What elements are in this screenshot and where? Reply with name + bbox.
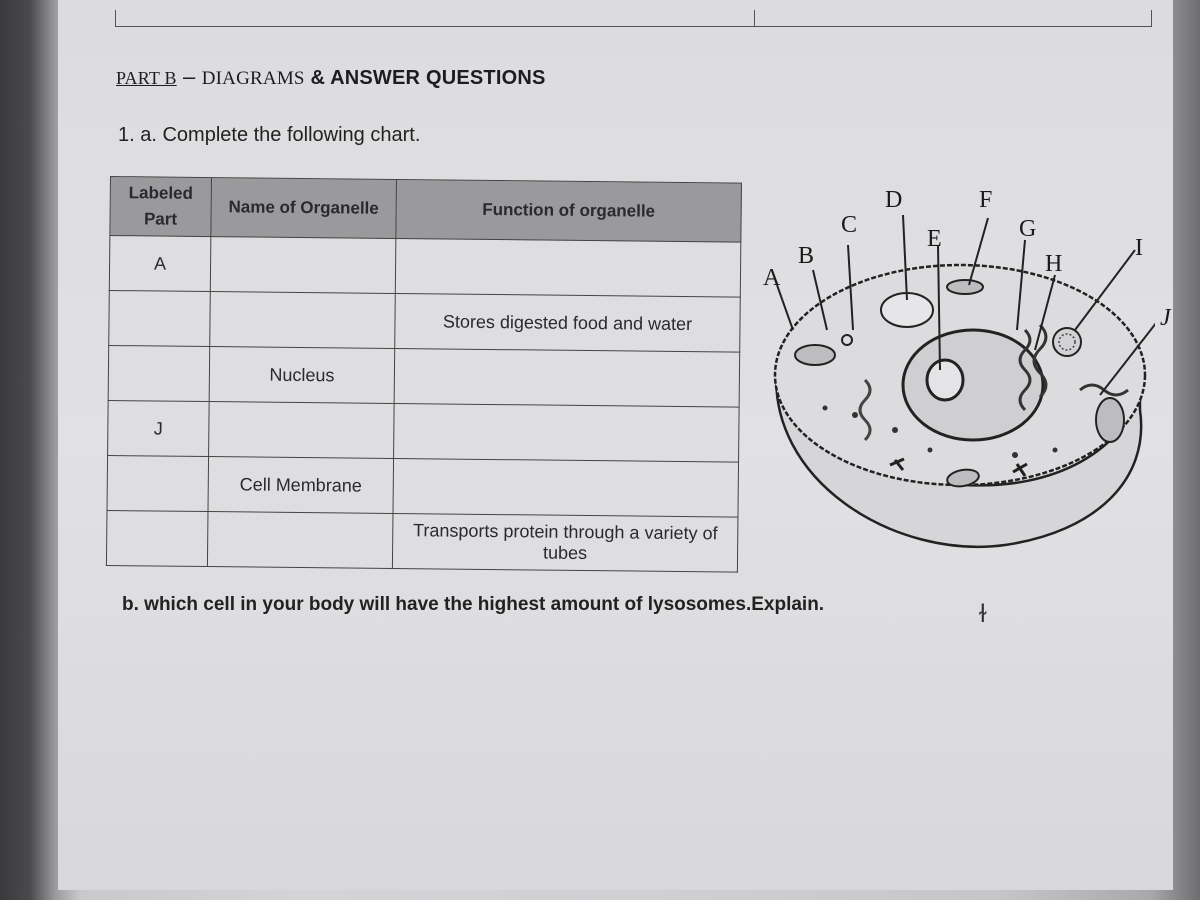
pen-mark: ɫ (978, 600, 988, 628)
diagram-label-a: A (763, 265, 781, 291)
cell-function[interactable] (393, 458, 739, 517)
cell-name[interactable] (207, 512, 393, 569)
diagram-label-b: B (798, 243, 815, 269)
diagram-label-e: E (927, 226, 942, 252)
cell-function[interactable] (395, 238, 741, 297)
diagram-label-j: J (1160, 305, 1171, 331)
animal-cell-diagram (755, 180, 1155, 570)
table-row (109, 290, 741, 352)
table-row (107, 455, 739, 517)
cell-name[interactable] (210, 237, 396, 294)
table-row (109, 236, 741, 298)
header-function: Function of organelle (396, 180, 742, 243)
cell-name[interactable]: Nucleus (209, 347, 395, 404)
cell-function[interactable] (394, 348, 740, 407)
diagram-label-g: G (1019, 216, 1037, 242)
table-row (106, 510, 738, 572)
diagram-label-i: I (1135, 235, 1143, 261)
cell-name[interactable] (210, 292, 396, 349)
cell-part[interactable] (108, 345, 210, 401)
cell-part[interactable]: A (109, 236, 211, 292)
cell-function[interactable]: Transports protein through a variety of tubes (392, 513, 738, 572)
organelle-chart (106, 176, 742, 573)
cell-name[interactable]: Cell Membrane (208, 457, 394, 514)
cell-part[interactable] (106, 510, 208, 566)
diagram-label-c: C (841, 212, 858, 238)
cell-function[interactable]: Stores digested food and water (395, 293, 741, 352)
question-1b: b. which cell in your body will have the highest amount of lysosomes.Explain. (122, 594, 825, 615)
cell-part[interactable] (109, 290, 211, 346)
question-1a: 1. a. Complete the following chart. (118, 124, 421, 146)
previous-table-edge (115, 10, 1152, 27)
table-row (108, 400, 740, 462)
cell-part[interactable] (107, 455, 209, 511)
chart-header-row (110, 177, 742, 243)
cell-function[interactable] (394, 403, 740, 462)
cell-name[interactable] (209, 402, 395, 459)
section-title: PART B – DIAGRAMS & ANSWER QUESTIONS (116, 64, 546, 89)
diagram-label-d: D (885, 187, 903, 213)
cell-part[interactable]: J (108, 400, 210, 456)
header-labeled-part: Labeled Part (110, 177, 212, 237)
diagram-label-h: H (1045, 251, 1063, 277)
header-organelle-name: Name of Organelle (211, 178, 397, 239)
diagram-label-f: F (979, 187, 993, 213)
table-row (108, 345, 740, 407)
